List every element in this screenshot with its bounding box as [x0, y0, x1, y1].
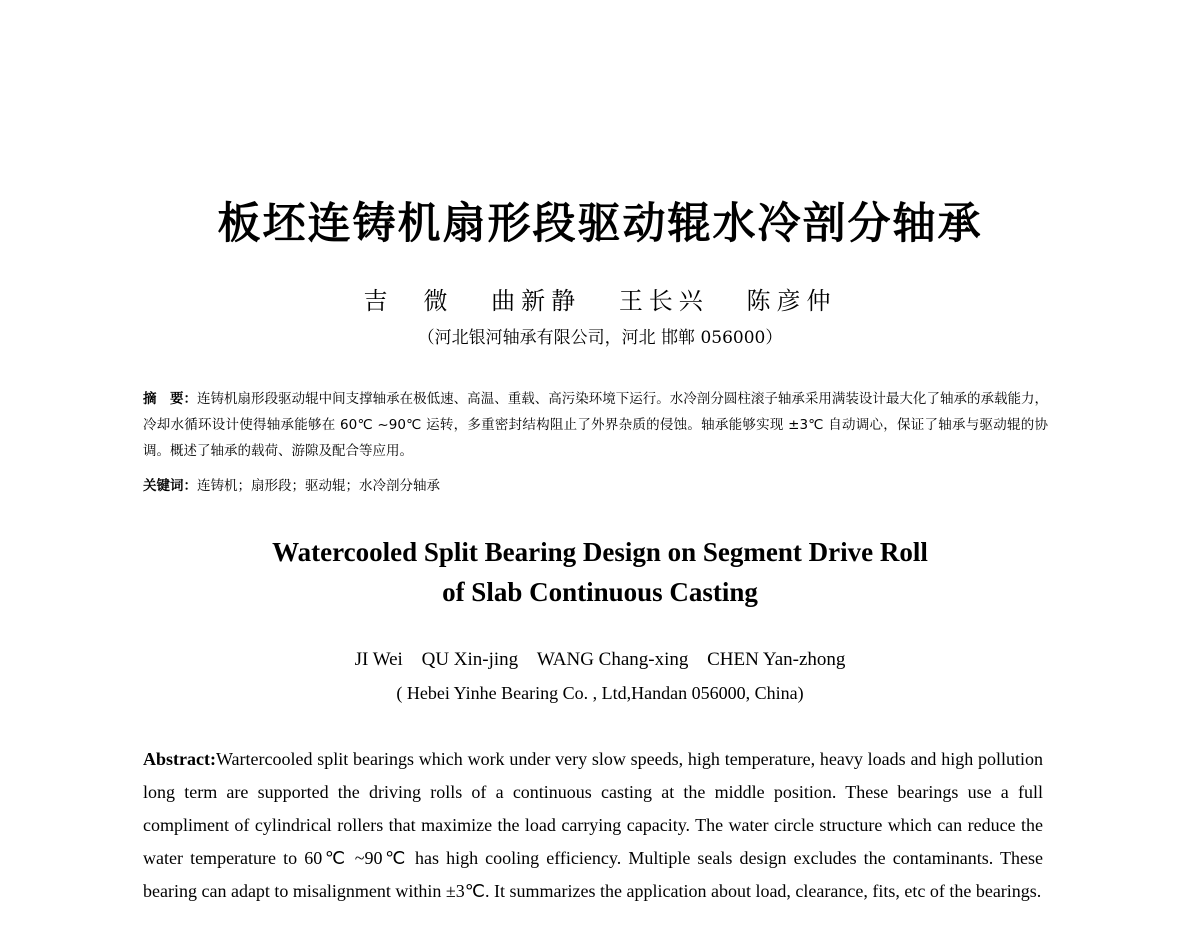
chinese-abstract-text: 连铸机扇形段驱动辊中间支撑轴承在极低速、高温、重载、高污染环境下运行。水冷剖分圆柱滚子轴承采用满装设计最大化了轴承的承载能力，冷却水循环设计使得轴承能够在 60℃ ~90℃ 运转，多重密封结构阻止了外界杂质的侵蚀。轴承能够实现 ±3℃ 自动调心，保证了轴承与驱动辊的协调。概述了轴承的载荷、游隙及配合等应用。 — [143, 391, 1048, 459]
chinese-keywords-text: 连铸机；扇形段；驱动辊；水冷剖分轴承 — [197, 478, 440, 494]
chinese-author-1: 吉 微 — [363, 287, 454, 315]
english-authors — [0, 646, 1200, 674]
english-abstract — [143, 743, 1043, 908]
chinese-title: 板坯连铸机扇形段驱动辊水冷剖分轴承 — [217, 199, 983, 249]
english-author-2: QU Xin-jing — [421, 649, 519, 670]
english-title-line-1: Watercooled Split Bearing Design on Segment Drive Roll — [272, 537, 928, 567]
english-author-1: JI Wei — [354, 649, 403, 670]
chinese-keywords-label: 关键词： — [143, 478, 197, 494]
chinese-abstract-label: 摘 要： — [143, 391, 198, 407]
english-affiliation: ( Hebei Yinhe Bearing Co. , Ltd,Handan 056000, China) — [396, 683, 804, 703]
chinese-keywords — [143, 474, 1048, 498]
english-title — [0, 532, 1200, 612]
english-author-3: WANG Chang-xing — [536, 649, 689, 670]
chinese-abstract — [143, 386, 1048, 464]
chinese-author-2: 曲新静 — [491, 287, 582, 315]
english-abstract-text: Wartercooled split bearings which work under very slow speeds, high temperature, heavy loads and high pollution long term are supported the driving rolls of a continuous casting at the middle position. These bearings use a full compliment of cylindrical rollers that maximize the load carrying capacity. The water circle structure which can reduce the water temperature to 60℃ ~90℃ has high cooling efficiency. Multiple seals design excludes the contaminants. These bearing can adapt to misalignment within ±3℃. It summarizes the application about load, clearance, fits, etc of the bearings. — [143, 749, 1043, 901]
english-author-4: CHEN Yan-zhong — [707, 649, 846, 670]
english-abstract-label: Abstract: — [143, 749, 216, 769]
chinese-author-4: 陈彦仲 — [746, 287, 837, 315]
chinese-authors — [0, 285, 1200, 317]
chinese-affiliation: （河北银河轴承有限公司，河北 邯郸 056000） — [417, 328, 783, 348]
chinese-author-3: 王长兴 — [618, 287, 709, 315]
english-title-line-2: of Slab Continuous Casting — [442, 577, 758, 607]
